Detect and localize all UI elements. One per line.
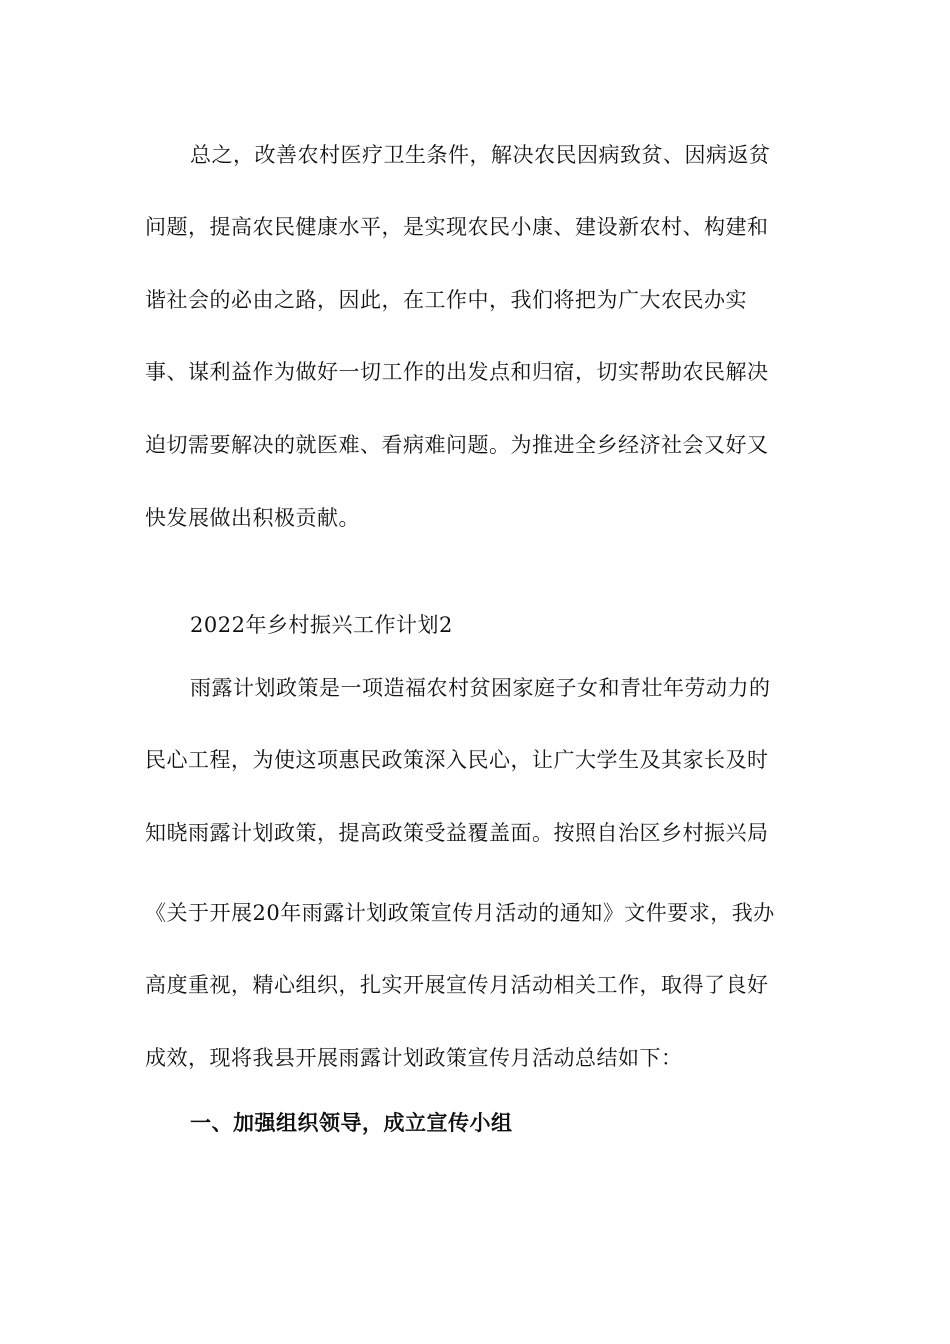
paragraph-line: 知晓雨露计划政策，提高政策受益覆盖面。按照自治区乡村振兴局	[145, 821, 769, 845]
paragraph-line: 快发展做出积极贡献。	[145, 506, 360, 530]
paragraph-line: 雨露计划政策是一项造福农村贫困家庭子女和青壮年劳动力的	[190, 676, 771, 700]
subheading: 一、加强组织领导，成立宣传小组	[190, 1111, 513, 1135]
paragraph-line: 高度重视，精心组织，扎实开展宣传月活动相关工作，取得了良好	[145, 973, 769, 997]
paragraph-line: 总之，改善农村医疗卫生条件，解决农民因病致贫、因病返贫	[190, 143, 771, 167]
paragraph-line: 迫切需要解决的就医难、看病难问题。为推进全乡经济社会又好又	[145, 433, 769, 457]
paragraph-line: 《关于开展20年雨露计划政策宣传月活动的通知》文件要求，我办	[145, 901, 775, 925]
section-title: 2022年乡村振兴工作计划2	[190, 613, 453, 637]
paragraph-line: 成效，现将我县开展雨露计划政策宣传月活动总结如下：	[145, 1046, 683, 1070]
paragraph-line: 民心工程，为使这项惠民政策深入民心，让广大学生及其家长及时	[145, 748, 769, 772]
paragraph-line: 谐社会的必由之路，因此，在工作中，我们将把为广大农民办实	[145, 288, 747, 312]
paragraph-line: 问题，提高农民健康水平，是实现农民小康、建设新农村、构建和	[145, 215, 769, 239]
paragraph-line: 事、谋利益作为做好一切工作的出发点和归宿，切实帮助农民解决	[145, 360, 769, 384]
